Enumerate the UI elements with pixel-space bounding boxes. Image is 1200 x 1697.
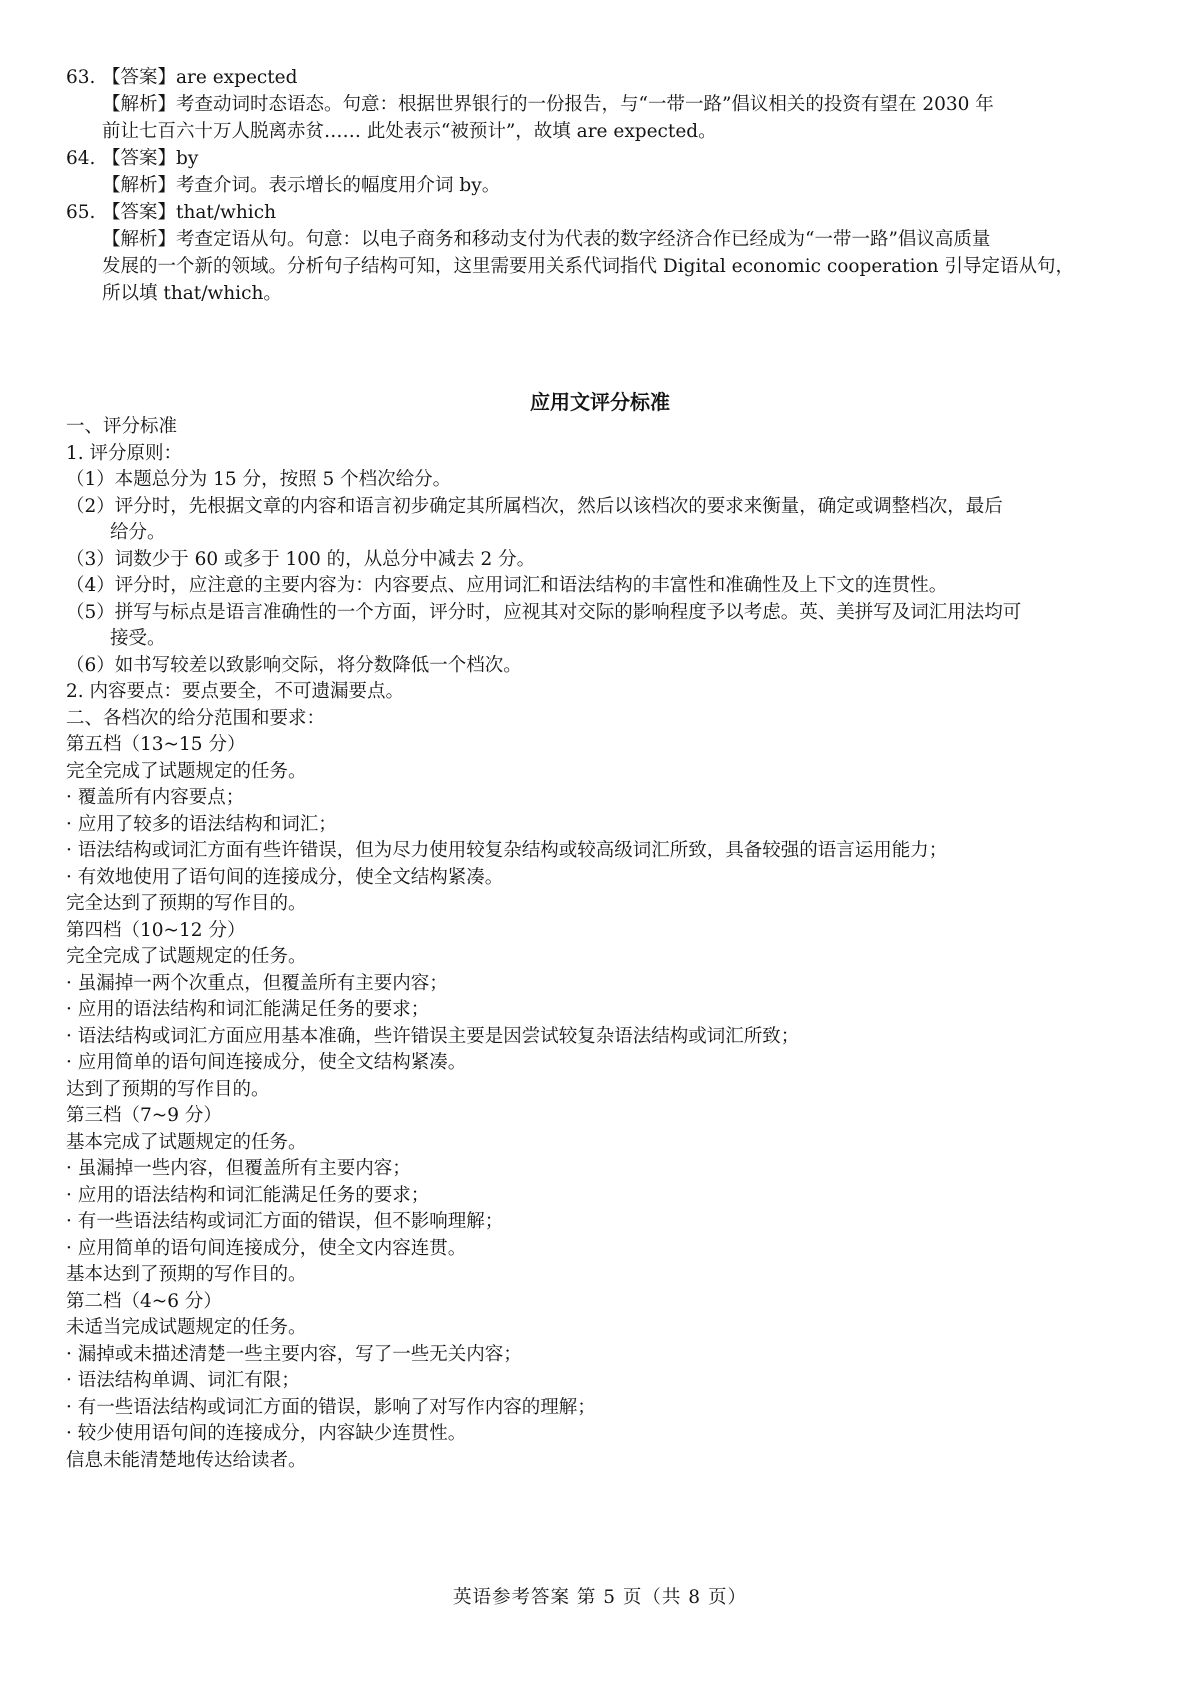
principle-line: （4）评分时，应注意的主要内容为：内容要点、应用词汇和语法结构的丰富性和准确性及上下文的连贯性。 [66, 575, 948, 596]
analysis-block [66, 226, 1146, 307]
section-title: 应用文评分标准 [530, 390, 670, 414]
answer-label: 【答案】 [102, 202, 177, 223]
analysis-text: 考查定语从句。句意：以电子商务和移动支付为代表的数字经济合作已经成为“一带一路”倡议高质量 [176, 229, 991, 250]
tier-bullet: · 有一些语法结构或词汇方面的错误，但不影响理解； [66, 1211, 504, 1232]
tier-bullet: · 语法结构或词汇方面应用基本准确，些许错误主要是因尝试较复杂语法结构或词汇所致； [66, 1025, 800, 1047]
answer-label: 【答案】 [102, 67, 177, 88]
tier-bullet: · 有效地使用了语句间的连接成分，使全文结构紧凑。 [66, 866, 504, 888]
tier-bullet: · 较少使用语句间的连接成分，内容缺少连贯性。 [66, 1423, 467, 1444]
tier-bullet: · 应用简单的语句间连接成分，使全文结构紧凑。 [66, 1052, 467, 1073]
tier-bullet: · 应用的语法结构和词汇能满足任务的要求； [66, 999, 430, 1020]
principle-line: 接受。 [110, 628, 166, 649]
answer-item-63 [66, 64, 1146, 145]
tier-bullet: · 语法结构或词汇方面有些许错误，但为尽力使用较复杂结构或较高级词汇所致，具备较强的语言运用能力； [66, 840, 948, 861]
tier-title: 第三档（7~9 分） [66, 1105, 222, 1126]
principle-line: （3）词数少于 60 或多于 100 的，从总分中减去 2 分。 [66, 548, 536, 570]
question-number: 64. [66, 148, 96, 169]
tier-title: 第四档（10~12 分） [66, 919, 246, 941]
tier-bullet: · 应用简单的语句间连接成分，使全文内容连贯。 [66, 1237, 467, 1259]
question-number: 65. [66, 202, 96, 223]
page-footer: 英语参考答案 第 5 页（共 8 页） [453, 1587, 747, 1608]
tier-summary: 完全完成了试题规定的任务。 [66, 760, 307, 782]
principle-line: （6）如书写较差以致影响交际，将分数降低一个档次。 [66, 654, 522, 676]
tier-bullet: · 漏掉或未描述清楚一些主要内容，写了一些无关内容； [66, 1343, 522, 1365]
tier-title: 第二档（4~6 分） [66, 1290, 222, 1312]
analysis-text: 发展的一个新的领域。分析句子结构可知，这里需要用关系代词指代 Digital economic cooperation 引导定语从句， [102, 256, 1074, 277]
answer-item-65 [66, 199, 1146, 307]
principle-line: （1）本题总分为 15 分，按照 5 个档次给分。 [66, 469, 452, 490]
tier-bullet: · 有一些语法结构或词汇方面的错误，影响了对写作内容的理解； [66, 1396, 596, 1418]
analysis-text: 考查动词时态语态。句意：根据世界银行的一份报告，与“一带一路”倡议相关的投资有望在 2030 年 [176, 94, 994, 115]
answer-text: by [176, 148, 199, 169]
subheading-content-points: 2. 内容要点：要点要全，不可遗漏要点。 [66, 681, 405, 702]
tier-conclusion: 达到了预期的写作目的。 [66, 1078, 270, 1100]
answer-item-64 [66, 145, 1146, 199]
analysis-text: 前让七百六十万人脱离赤贫…… 此处表示“被预计”，故填 are expected。 [102, 121, 717, 142]
scoring-rules [66, 414, 1146, 1474]
analysis-label: 【解析】 [102, 94, 177, 115]
heading-scoring-standard: 一、评分标准 [66, 416, 178, 437]
analysis-label: 【解析】 [102, 229, 177, 250]
principle-line: （5）拼写与标点是语言准确性的一个方面，评分时，应视其对交际的影响程度予以考虑。英、美拼写及词汇用法均可 [66, 601, 1022, 623]
subheading-principles: 1. 评分原则： [66, 442, 183, 464]
tier-bullet: · 虽漏掉一两个次重点，但覆盖所有主要内容； [66, 972, 448, 994]
tier-bullet: · 虽漏掉一些内容，但覆盖所有主要内容； [66, 1158, 411, 1179]
question-number: 63. [66, 67, 96, 88]
tier-bullet: · 应用的语法结构和词汇能满足任务的要求； [66, 1184, 430, 1206]
answers-section [66, 64, 1146, 307]
analysis-block [66, 91, 1146, 145]
tier-conclusion: 信息未能清楚地传达给读者。 [66, 1449, 307, 1471]
answer-text: that/which [176, 202, 277, 223]
tier-bullet: · 覆盖所有内容要点； [66, 787, 245, 808]
tier-summary: 基本完成了试题规定的任务。 [66, 1131, 307, 1153]
analysis-text: 考查介词。表示增长的幅度用介词 by。 [176, 175, 501, 196]
analysis-text: 所以填 that/which。 [102, 283, 282, 304]
tier-conclusion: 基本达到了预期的写作目的。 [66, 1264, 307, 1285]
answer-text: are expected [176, 67, 298, 88]
tier-summary: 未适当完成试题规定的任务。 [66, 1317, 307, 1338]
heading-tiers: 二、各档次的给分范围和要求： [66, 707, 326, 729]
tier-title: 第五档（13~15 分） [66, 734, 246, 755]
answer-label: 【答案】 [102, 148, 177, 169]
analysis-block [66, 172, 1146, 199]
tier-summary: 完全完成了试题规定的任务。 [66, 946, 307, 967]
analysis-label: 【解析】 [102, 175, 177, 196]
tier-conclusion: 完全达到了预期的写作目的。 [66, 893, 307, 914]
principle-line: 给分。 [110, 522, 166, 543]
tier-bullet: · 语法结构单调、词汇有限； [66, 1370, 300, 1391]
principle-line: （2）评分时，先根据文章的内容和语言初步确定其所属档次，然后以该档次的要求来衡量，确定或调整档次，最后 [66, 495, 1003, 517]
tier-bullet: · 应用了较多的语法结构和词汇； [66, 813, 337, 835]
